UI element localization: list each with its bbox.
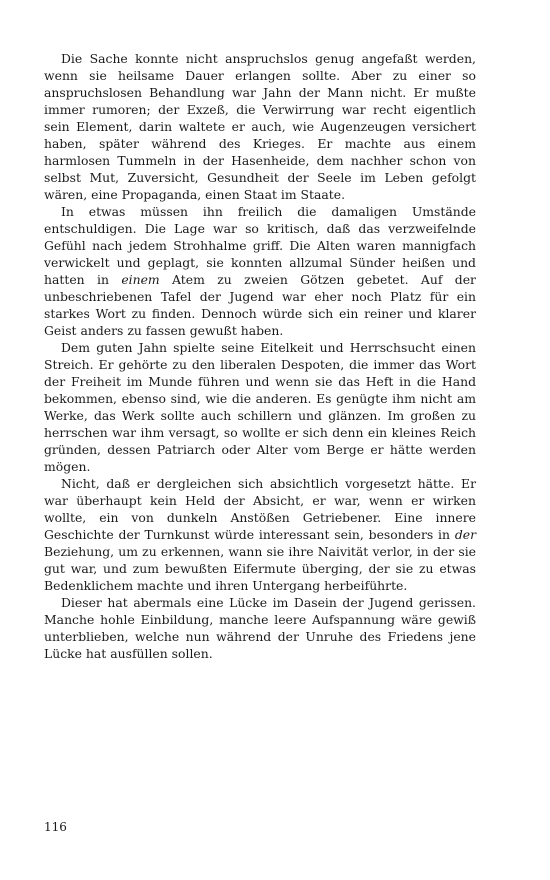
paragraph-3-text: Dem guten Jahn spielte seine Eitelkeit und Herrschsucht einen Streich. Er gehörte zu den liberalen Despoten, die immer das Wort der Freiheit im Munde führen und wenn sie das Heft in die Hand bekommen, ebenso sind, wie die anderen. Es genügte ihm nicht am Werke, das Werk sollte auch schillern und glänzen. Im großen zu herrschen war ihm versagt, so wollte er sich denn ein kleines Reich gründen, dessen Patriarch oder Alter vom Berge er hätte werden mögen. [44,340,476,474]
paragraph-3 [44,339,476,475]
paragraph-1 [44,50,476,203]
paragraph-2-emphasis: einem [121,272,160,287]
body-text [44,50,476,662]
page-number: 116 [44,820,67,834]
paragraph-2-text-a: In etwas müssen ihn freilich die damaligen Umstände entschuldigen. Die Lage war so kritisch, daß das verzweifelnde Gefühl nach jedem Strohhalme griff. Die Alten waren mannigfach verwickelt und geplagt, sie konnten allzumal Sünder heißen und hatten in [44,204,476,287]
paragraph-4-text-a: Nicht, daß er dergleichen sich absichtlich vorgesetzt hätte. Er war überhaupt kein Held der Absicht, er war, wenn er wirken wollte, ein von dunkeln Anstößen Getriebener. Eine innere Geschichte der Turnkunst würde interessant sein, besonders in [44,476,476,542]
paragraph-4-text-b: Beziehung, um zu erkennen, wann sie ihre Naivität verlor, in der sie gut war, und zum bewußten Eifermute überging, der sie zu etwas Bedenklichem machte und ihren Untergang herbeiführte. [44,544,476,593]
paragraph-4 [44,475,476,594]
paragraph-5-text: Dieser hat abermals eine Lücke im Dasein der Jugend gerissen. Manche hohle Einbildung, manche leere Aufspannung wäre gewiß unterblieben, welche nun während der Unruhe des Friedens jene Lücke hat ausfüllen sollen. [44,595,476,661]
paragraph-4-emphasis: der [454,527,476,542]
paragraph-1-text: Die Sache konnte nicht anspruchslos genug angefaßt werden, wenn sie heilsame Dauer erlangen sollte. Aber zu einer so anspruchslosen Behandlung war Jahn der Mann nicht. Er mußte immer rumoren; der Exzeß, die Verwirrung war recht eigentlich sein Element, darin waltete er auch, wie Augenzeugen versichert haben, später während des Krieges. Er machte aus einem harmlosen Tummeln in der Hasenheide, dem nachher schon von selbst Mut, Zuversicht, Gesundheit der Seele im Leben gefolgt wären, eine Propaganda, einen Staat im Staate. [44,51,476,202]
paragraph-2-text-b: Atem zu zweien Götzen gebetet. Auf der unbeschriebenen Tafel der Jugend war eher noch Platz für ein starkes Wort zu finden. Dennoch würde sich ein reiner und klarer Geist anders zu fassen gewußt haben. [44,272,476,338]
paragraph-2 [44,203,476,339]
paragraph-5 [44,594,476,662]
